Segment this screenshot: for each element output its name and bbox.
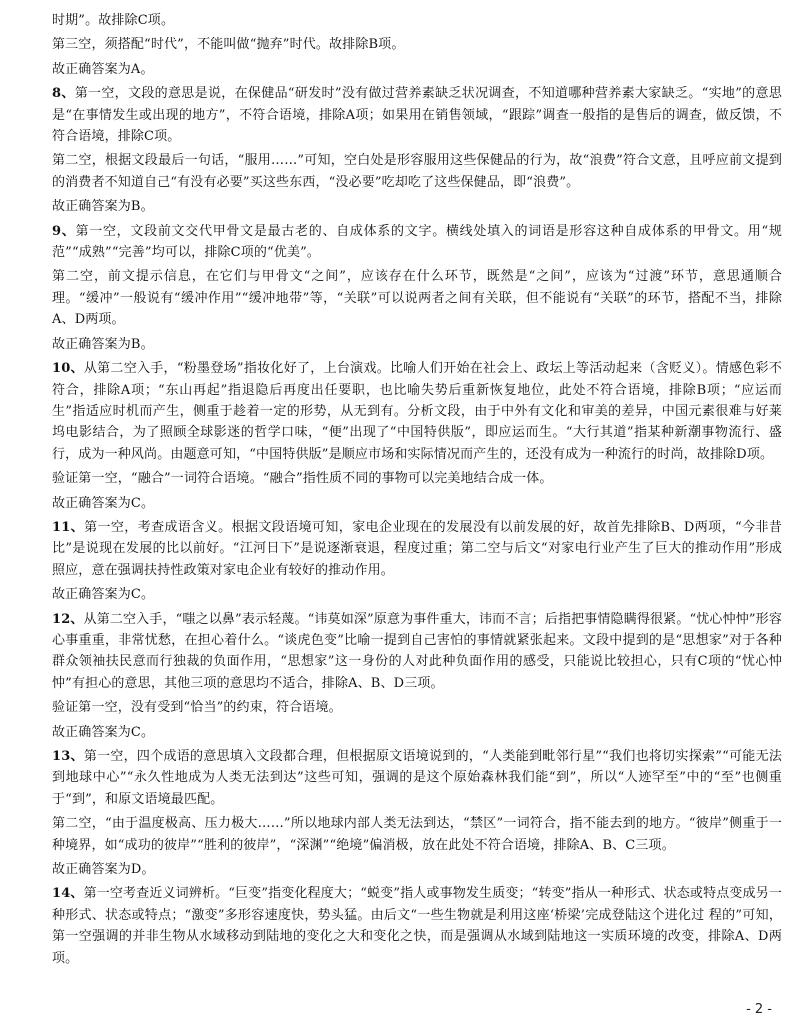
text-paragraph [52, 468, 782, 489]
question-number: 11、 [52, 519, 85, 535]
question-paragraph [52, 746, 782, 810]
text-paragraph [52, 59, 782, 80]
question-number: 10、 [52, 361, 84, 377]
question-paragraph [52, 83, 782, 147]
question-number: 9、 [52, 223, 76, 239]
paragraph-text: 时期”。故排除C项。 [52, 13, 175, 28]
text-paragraph [52, 859, 782, 880]
paragraph-text: 第二空，根据文段最后一句话，“服用……”可知，空白处是形容服用这些保健品的行为，故“浪费”符合文意，且呼应前文提到的消费者不知道自己“有没有必要”买这些东西，“没必要”吃却吃了这些保健品，即“浪费”。 [52, 153, 782, 190]
text-paragraph [52, 10, 782, 31]
paragraph-text: 从第二空入手，“粉墨登场”指妆化好了，上台演戏。比喻人们开始在社会上、政坛上等活动起来（含贬义）。情感色彩不符合，排除A项；“东山再起”指退隐后再度出任要职，也比喻失势后重新恢复地位，此处不符合语境，排除B项；“应运而生”指适应时机而产生，侧重于趁着一定的形势，从无到有。分析文段，由于中外有文化和审美的差异，中国元素很难与好莱坞电影结合，为了照顾全球影迷的哲学口味，“便”出现了“中国特供版”，即应运而生。“大行其道”指某种新潮事物流行、盛行，成为一种风尚。由题意可知，“中国特供版”是顺应市场和实际情况而产生的，还没有成为一种流行的时尚，故排除D项。 [52, 361, 782, 462]
paragraph-text: 第二空，前文提示信息，在它们与甲骨文“之间”，应该存在什么环节，既然是“之间”，应该为“过渡”环节，意思通顺合理。“缓冲”一般说有“缓冲作用”“缓冲地带”等，“关联”可以说两者之间有关联，但不能说有“关联”的环节，搭配不当，排除A、D两项。 [52, 269, 782, 328]
text-paragraph [52, 34, 782, 55]
paragraph-text: 第一空，考查成语含义。根据文段语境可知，家电企业现在的发展没有以前发展的好，故首先排除B、D两项，“今非昔比”是说现在发展的比以前好。“江河日下”是说逐渐衰退，程度过重；第二空与后文“对家电行业产生了巨大的推动作用”形成照应，意在强调扶持性政策对家电企业有较好的推动作用。 [52, 519, 782, 578]
paragraph-text: 故正确答案为C。 [52, 495, 155, 511]
paragraph-text: 验证第一空，“融合”一词符合语境。“融合”指性质不同的事物可以完美地结合成一体。 [52, 471, 553, 487]
paragraph-text: 第一空，文段前文交代甲骨文是最古老的、自成体系的文字。横线处填入的词语是形容这种自成体系的甲骨文。用“规范”“成熟”“完善”均可以，排除C项的“优美”。 [52, 223, 782, 261]
text-paragraph [52, 697, 782, 718]
question-number: 12、 [52, 611, 84, 627]
paragraph-text: 故正确答案为A。 [52, 61, 154, 77]
question-paragraph [52, 221, 782, 264]
paragraph-text: 第一空，四个成语的意思填入文段都合理，但根据原文语境说到的，“人类能到毗邻行星”“我们也将切实探索”“可能无法到地球中心”“永久性地成为人类无法到达”这些可知，强调的是这个原始森林我们能“到”，所以“人迹罕至”中的“至”也侧重于“到”，和原文语境最匹配。 [52, 749, 783, 807]
paragraph-text: 从第二空入手，“嗤之以鼻”表示轻蔑。“讳莫如深”原意为事件重大，讳而不言；后指把事情隐瞒得很紧。“忧心忡忡”形容心事重重，非常忧愁，在担心着什么。“谈虎色变”比喻一提到自己害怕的事情就紧张起来。文段中提到的是“思想家”对于各种群众领袖扶民意而行独裁的负面作用，“思想家”这一身份的人对此种负面作用的感受，只能说比较担心，只有C项的“忧心忡忡”有担心的意思，其他三项的意思均不适合，排除A、B、D三项。 [52, 611, 782, 691]
question-paragraph [52, 883, 782, 969]
question-paragraph [52, 517, 782, 581]
question-number: 8、 [52, 86, 75, 102]
text-paragraph [52, 584, 782, 605]
text-paragraph [52, 150, 782, 193]
paragraph-text: 第一空考查近义词辨析。“巨变”指变化程度大；“蜕变”指人或事物发生质变；“转变”指从一种形式、状态或特点变成另一种形式、状态或特点；“激变”多形容速度快，势头猛。由后文“一些生物就是利用这座‘桥梁’完成登陆这个进化过 程的”可知，第一空强调的并非生物从水域移动到陆地的变化之大和变化之快，而是强调从水域到陆地这一实质环境的改变，排除A、D两项。 [52, 886, 783, 966]
paragraph-text: 第三空，须搭配“时代”，不能叫做“抛弃”时代。故排除B项。 [52, 37, 405, 53]
paragraph-text: 故正确答案为B。 [52, 336, 154, 352]
text-paragraph [52, 722, 782, 743]
paragraph-text: 故正确答案为D。 [52, 862, 155, 878]
document-page [52, 10, 782, 972]
question-number: 14、 [52, 886, 84, 902]
paragraph-text: 故正确答案为C。 [52, 724, 155, 740]
paragraph-text: 故正确答案为B。 [52, 199, 154, 215]
question-number: 13、 [52, 749, 84, 764]
text-paragraph [52, 266, 782, 330]
paragraph-text: 验证第一空，没有受到“恰当”的约束，符合语境。 [52, 700, 342, 716]
question-paragraph [52, 358, 782, 465]
question-paragraph [52, 609, 782, 695]
page-number: - 2 - [746, 1002, 772, 1017]
text-paragraph [52, 196, 782, 217]
text-paragraph [52, 813, 782, 856]
paragraph-text: 第二空，“由于温度极高、压力极大……”所以地球内部人类无法到达，“禁区”一词符合，指不能去到的地方。“彼岸”侧重于一种境界，如“成功的彼岸”“胜利的彼岸”，“深渊”“绝境”偏消极，放在此处不符合语境，排除A、B、C三项。 [52, 816, 782, 853]
text-paragraph [52, 334, 782, 355]
paragraph-text: 故正确答案为C。 [52, 587, 155, 603]
paragraph-text: 第一空，文段的意思是说，在保健品“研发时”没有做过营养素缺乏状况调查，不知道哪种营养素大家缺乏。“实地”的意思是“在事情发生或出现的地方”，不符合语境，排除A项；如果用在销售领域，“跟踪”调查一般指的是售后的调查，做反馈，不符合语境，排除C项。 [52, 86, 782, 145]
text-paragraph [52, 493, 782, 514]
